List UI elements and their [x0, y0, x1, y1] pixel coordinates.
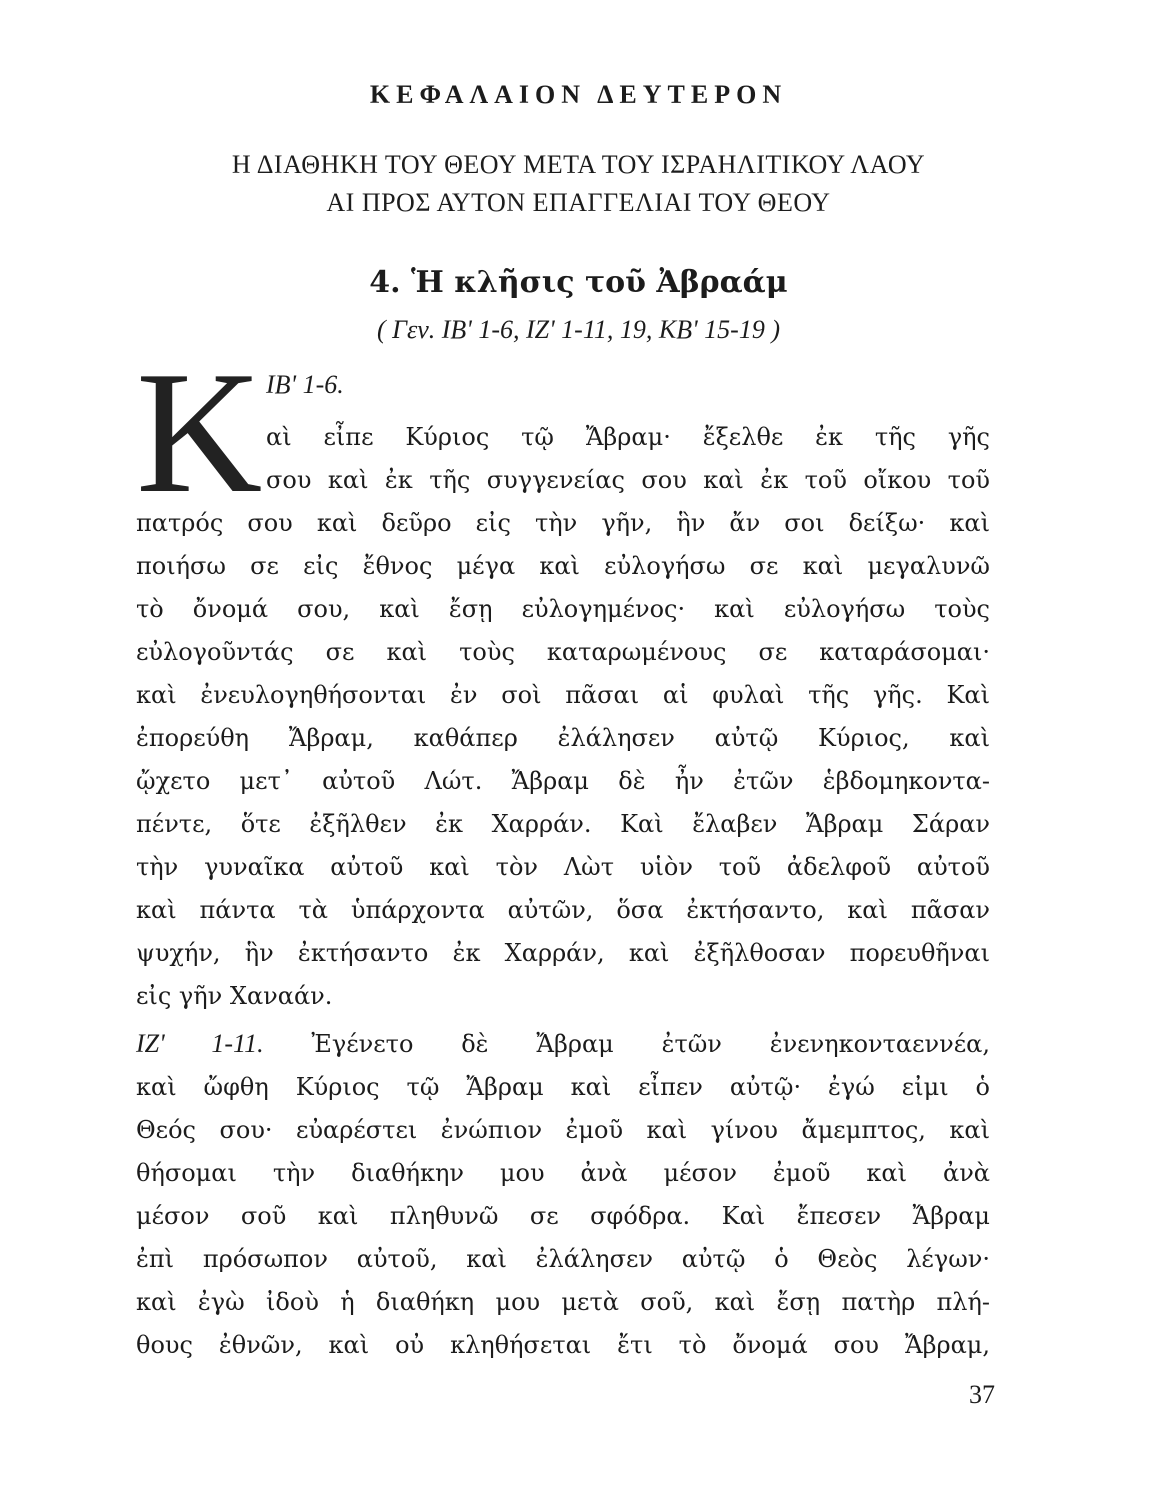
chapter-title-line-2: ΑΙ ΠΡΟΣ ΑΥΤΟΝ ΕΠΑΓΓΕΛΙΑΙ ΤΟΥ ΘΕΟΥ	[326, 188, 831, 217]
verse-reference: ΙΖ' 1-11.	[136, 1029, 264, 1058]
text-line: καὶ πάντα τὰ ὑπάρχοντα αὐτῶν, ὅσα ἐκτήσαντο, καὶ πᾶσαν	[136, 896, 990, 924]
text-line: θήσομαι τὴν διαθήκην μου ἀνὰ μέσον ἐμοῦ καὶ ἀνὰ	[136, 1159, 990, 1187]
text-line: εὐλογοῦντάς σε καὶ τοὺς καταρωμένους σε καταράσομαι·	[136, 638, 990, 666]
chapter-title-line-1: Η ΔΙΑΘΗΚΗ ΤΟΥ ΘΕΟΥ ΜΕΤΑ ΤΟΥ ΙΣΡΑΗΛΙΤΙΚΟΥ ΛΑΟΥ	[231, 150, 926, 179]
text-line	[136, 1022, 990, 1066]
text-line-content: Ἐγένετο δὲ Ἄβραμ ἐτῶν ἐνενηκονταεννέα,	[311, 1030, 990, 1058]
text-line: ᾤχετο μετ᾽ αὐτοῦ Λώτ. Ἄβραμ δὲ ἦν ἐτῶν ἑβδομηκοντα-	[136, 767, 990, 795]
chapter-heading: ΚΕΦΑΛΑΙΟΝ ΔΕΥΤΕΡΟΝ	[369, 80, 788, 109]
drop-cap: Κ	[136, 335, 263, 529]
text-line: καὶ ἐνευλογηθήσονται ἐν σοὶ πᾶσαι αἱ φυλαὶ τῆς γῆς. Καὶ	[136, 681, 990, 709]
text-line: ἐπορεύθη Ἄβραμ, καθάπερ ἐλάλησεν αὐτῷ Κύριος, καὶ	[136, 724, 990, 752]
scripture-reference: ( Γεν. ΙΒ' 1-6, ΙΖ' 1-11, 19, ΚΒ' 15-19 )	[377, 315, 780, 344]
text-line: αὶ εἶπε Κύριος τῷ Ἄβραμ· ἔξελθε ἐκ τῆς γῆς	[266, 423, 990, 451]
text-line: σου καὶ ἐκ τῆς συγγενείας σου καὶ ἐκ τοῦ οἴκου τοῦ	[266, 466, 990, 494]
text-line: ψυχήν, ἣν ἐκτήσαντο ἐκ Χαρράν, καὶ ἐξῆλθοσαν πορευθῆναι	[136, 939, 990, 967]
text-line: ἐπὶ πρόσωπον αὐτοῦ, καὶ ἐλάλησεν αὐτῷ ὁ Θεὸς λέγων·	[136, 1245, 990, 1273]
text-line: εἰς γῆν Χαναάν.	[136, 982, 333, 1010]
text-line: πατρός σου καὶ δεῦρο εἰς τὴν γῆν, ἣν ἄν σοι δείξω· καὶ	[136, 509, 990, 537]
text-line: θους ἐθνῶν, καὶ οὐ κληθήσεται ἔτι τὸ ὄνομά σου Ἄβραμ,	[136, 1331, 990, 1359]
verse-reference: ΙΒ' 1-6.	[266, 370, 344, 399]
text-line: ποιήσω σε εἰς ἔθνος μέγα καὶ εὐλογήσω σε καὶ μεγαλυνῶ	[136, 552, 990, 580]
text-line: πέντε, ὅτε ἐξῆλθεν ἐκ Χαρράν. Καὶ ἔλαβεν Ἄβραμ Σάραν	[136, 810, 990, 838]
text-line: τὴν γυναῖκα αὐτοῦ καὶ τὸν Λὼτ υἱὸν τοῦ ἀδελφοῦ αὐτοῦ	[136, 853, 990, 881]
text-line: Θεός σου· εὐαρέστει ἐνώπιον ἐμοῦ καὶ γίνου ἄμεμπτος, καὶ	[136, 1116, 990, 1144]
text-line: μέσον σοῦ καὶ πληθυνῶ σε σφόδρα. Καὶ ἔπεσεν Ἄβραμ	[136, 1202, 990, 1230]
text-line: τὸ ὄνομά σου, καὶ ἔσῃ εὐλογημένος· καὶ εὐλογήσω τοὺς	[136, 595, 990, 623]
text-line: καὶ ἐγὼ ἰδοὺ ἡ διαθήκη μου μετὰ σοῦ, καὶ ἔσῃ πατὴρ πλή-	[136, 1288, 990, 1316]
text-line: καὶ ὤφθη Κύριος τῷ Ἄβραμ καὶ εἶπεν αὐτῷ· ἐγώ εἰμι ὁ	[136, 1073, 990, 1101]
page-number: 37	[969, 1380, 995, 1409]
section-title: 4. Ἡ κλῆσις τοῦ Ἀβραάμ	[369, 265, 788, 300]
